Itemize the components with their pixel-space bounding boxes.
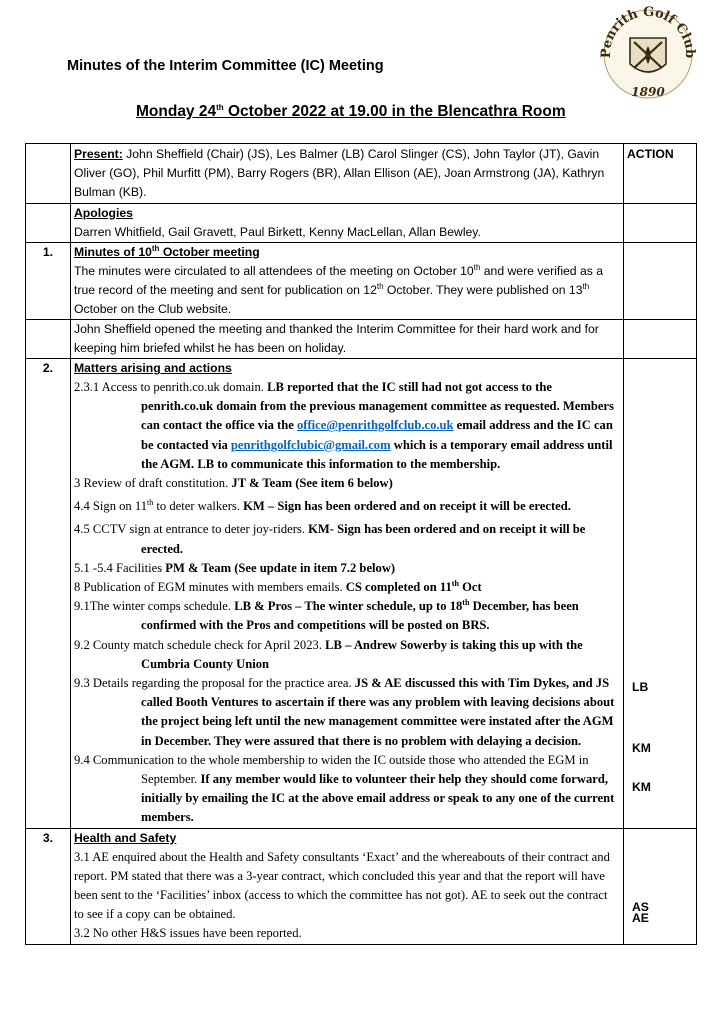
row-number — [26, 144, 71, 204]
opening-text: John Sheffield opened the meeting and thanked the Interim Committee for their hard work and for keeping him briefed whilst he has been on holiday. — [71, 320, 624, 359]
section-1-cell — [71, 243, 624, 320]
document-title: Minutes of the Interim Committee (IC) Meeting — [67, 58, 384, 74]
apologies-text: Darren Whitfield, Gail Gravett, Paul Birkett, Kenny MacLellan, Allan Bewley. — [74, 225, 481, 239]
section-number: 2. — [26, 359, 71, 829]
apologies-row — [26, 204, 697, 243]
action-as: AS — [632, 900, 649, 914]
item-9-2: 9.2 County match schedule check for April 2023. LB – Andrew Sowerby is taking this up with the Cumbria County Union — [74, 637, 583, 671]
row-number — [26, 320, 71, 359]
action-ae: AE — [632, 910, 649, 925]
crossed-golf-clubs-crest-icon — [630, 38, 666, 72]
item-9-1: 9.1The winter comps schedule. LB & Pros – The winter schedule, up to 18th December, has been confirmed with the Pros and competitions will be posted on BRS. — [74, 598, 579, 633]
present-row — [26, 144, 697, 204]
action-cell — [624, 204, 697, 243]
action-cell — [624, 320, 697, 359]
section-1-text: The minutes were circulated to all attendees of the meeting on October 10th and were verified as a true record of the meeting and sent for publication on 12th October. They were published on 13th October on the Club website. — [74, 262, 604, 316]
present-text: John Sheffield (Chair) (JS), Les Balmer (LB) Carol Slinger (CS), John Taylor (JT), Gavin Oliver (GO), Phil Murfitt (PM), Barry Rogers (BR), Allan Ellison (AE), Joan Armstrong (JA), Kathryn Bulman (KB). — [74, 147, 605, 199]
logo-club-name: Penrith Golf Club — [598, 4, 698, 59]
item-4-4: 4.4 Sign on 11th to deter walkers. KM – Sign has been ordered and on receipt it will be erected. — [74, 498, 571, 514]
item-3-1: 3.1 AE enquired about the Health and Safety consultants ‘Exact’ and the whereabouts of their contract and report. PM stated that there was a 3-year contract, which concluded this year and that the report will have been sent to the ‘Facilities’ inbox (access to which the committee has not got). AE to seek out the contract to see if a copy can be obtained. — [74, 849, 610, 922]
apologies-label: Apologies — [74, 206, 133, 220]
meeting-date-heading: Monday 24th October 2022 at 19.00 in the Blencathra Room — [136, 102, 566, 120]
section-1-heading: Minutes of 10th October meeting — [74, 243, 260, 259]
section-number: 1. — [26, 243, 71, 320]
present-cell — [71, 144, 624, 204]
section-3-heading: Health and Safety — [74, 830, 177, 845]
opening-row — [26, 320, 697, 359]
section-2-heading: Matters arising and actions — [74, 361, 232, 375]
section-2-row — [26, 359, 697, 829]
section-number: 3. — [26, 828, 71, 944]
penrith-golf-club-logo — [596, 2, 700, 106]
ic-email-link[interactable]: penrithgolfclubic@gmail.com — [230, 437, 391, 452]
section-3-cell — [71, 828, 624, 944]
apologies-cell — [71, 204, 624, 243]
item-5-1: 5.1 -5.4 Facilities PM & Team (See update in item 7.2 below) — [74, 560, 396, 575]
section-2-cell — [71, 359, 624, 829]
item-8: 8 Publication of EGM minutes with members emails. CS completed on 11th Oct — [74, 578, 482, 595]
item-3: 3 Review of draft constitution. JT & Team (See item 6 below) — [74, 476, 393, 491]
item-9-3: 9.3 Details regarding the proposal for the practice area. JS & AE discussed this with Tim Dykes, and JS called Booth Ventures to ascertain if there was any problem with leaving decisions about the project being left until the new management committee were instated after the AGM in December. They were assured that there is no problem with delaying a decision. — [74, 676, 615, 748]
office-email-link[interactable]: office@penrithgolfclub.co.uk — [296, 418, 454, 433]
action-cell — [624, 243, 697, 320]
action-lb: LB — [632, 680, 649, 694]
row-number — [26, 204, 71, 243]
action-km-2: KM — [632, 780, 651, 794]
item-3-2: 3.2 No other H&S issues have been reported. — [74, 926, 302, 941]
section-1-row — [26, 243, 697, 320]
present-label: Present: — [74, 147, 123, 161]
section-2-actions — [624, 359, 697, 914]
section-3-actions — [624, 828, 697, 944]
item-4-5: 4.5 CCTV sign at entrance to deter joy-riders. KM- Sign has been ordered and on receipt it will be erected. — [74, 522, 586, 556]
section-3-row — [26, 828, 697, 944]
item-2-3-1: 2.3.1 Access to penrith.co.uk domain. LB reported that the IC still had not got access to the penrith.co.uk domain from the previous management committee as requested. Members can contact the office via the office@penrithgolfclub.co.uk email address and the IC can be contacted via penrithgolfclubic@gmail.com which is a temporary email address until the AGM. LB to communicate this information to the membership. — [74, 380, 614, 471]
item-9-4: 9.4 Communication to the whole membership to widen the IC outside those who attended the EGM in September. If any member would like to volunteer their help they should come forward, initially by emailing the IC at the above email address or speak to any one of the current members. — [74, 752, 615, 825]
action-km-1: KM — [632, 741, 651, 755]
action-header: ACTION — [624, 144, 697, 204]
minutes-table — [25, 143, 697, 945]
logo-year: 1890 — [631, 85, 665, 99]
